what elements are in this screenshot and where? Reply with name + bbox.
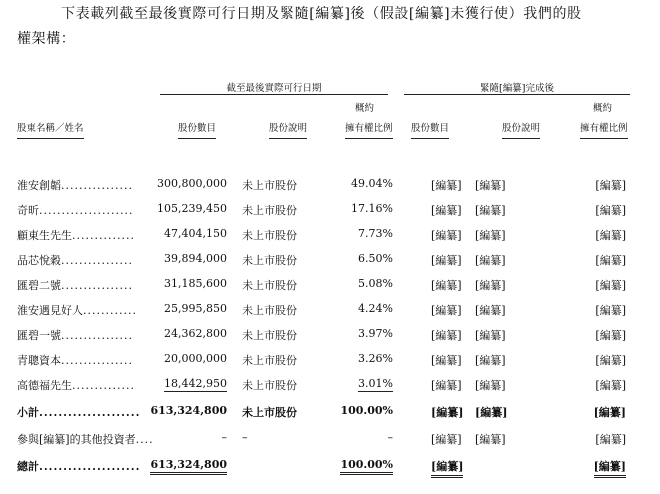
redacted-description-cell: [編纂] [475, 254, 506, 267]
redacted-description-cell: [編纂] [475, 433, 506, 446]
pct-cell: 7.73% [358, 227, 393, 240]
col-header-after-shares: 股份數目 [411, 121, 449, 139]
shares-cell: 300,800,000 [157, 177, 227, 190]
description-cell: 未上市股份 [242, 329, 297, 342]
shareholder-name: 淮安遇見好人............ [17, 304, 137, 317]
description-cell: 未上市股份 [242, 279, 297, 292]
description-cell: 未上市股份 [242, 179, 297, 192]
pct-cell: 5.08% [358, 277, 393, 290]
table-row [0, 202, 660, 226]
redacted-description-cell: [編纂] [475, 354, 506, 367]
shares-cell: 25,995,850 [164, 302, 227, 315]
description-cell: 未上市股份 [242, 354, 297, 367]
pct-cell: 3.97% [358, 327, 393, 340]
description-cell: – [242, 431, 248, 444]
shares-cell: 105,239,450 [157, 202, 227, 215]
table-row [0, 352, 660, 376]
col-header-pct-line1: 概約 [355, 103, 375, 114]
redacted-shares-cell: [編纂] [431, 229, 462, 242]
table-row [0, 277, 660, 301]
redacted-shares-cell: [編纂] [431, 458, 463, 478]
redacted-shares-cell: [編纂] [431, 433, 462, 446]
shares-cell: 39,894,000 [164, 252, 227, 265]
shareholder-name: 品芯悅穀................ [17, 254, 133, 267]
table-row [0, 252, 660, 276]
pct-cell: 6.50% [358, 252, 393, 265]
redacted-pct-cell: [編纂] [595, 329, 626, 342]
redacted-shares-cell: [編纂] [431, 354, 462, 367]
col-header-after-pct: 擁有權比例 [580, 121, 628, 139]
redacted-description-cell: [編纂] [475, 329, 506, 342]
redacted-shares-cell: [編纂] [431, 329, 462, 342]
total-label: 總計..................... [17, 460, 141, 473]
shareholder-name: 奇昕..................... [17, 204, 134, 217]
description-cell: 未上市股份 [242, 204, 297, 217]
redacted-pct-cell: [編纂] [595, 354, 626, 367]
redacted-pct-cell: [編纂] [595, 304, 626, 317]
redacted-shares-cell: [編纂] [431, 304, 462, 317]
pct-cell: 3.26% [358, 352, 393, 365]
redacted-pct-cell: [編纂] [594, 458, 626, 478]
shares-cell: 20,000,000 [164, 352, 227, 365]
redacted-pct-cell: [編纂] [595, 229, 626, 242]
intro-paragraph [17, 2, 647, 52]
shareholder-name: 高德福先生.............. [17, 379, 135, 392]
description-cell: 未上市股份 [242, 229, 297, 242]
intro-line-2: 權架構： [17, 31, 76, 47]
total-row [0, 458, 660, 482]
pct-cell: 17.16% [351, 202, 393, 215]
shares-cell: 613,324,800 [150, 404, 227, 417]
shareholder-name: 匯碧一號................ [17, 329, 133, 342]
description-cell: 未上市股份 [242, 406, 297, 419]
redacted-description-cell: [編纂] [475, 179, 506, 192]
redacted-pct-cell: [編纂] [595, 379, 626, 392]
table-row [0, 227, 660, 251]
shareholder-name: 顧東生先生.............. [17, 229, 135, 242]
shares-cell: 31,185,600 [164, 277, 227, 290]
table-row [0, 302, 660, 326]
redacted-pct-cell: [編纂] [595, 279, 626, 292]
shares-cell: 18,442,950 [164, 377, 227, 390]
table-row [0, 177, 660, 201]
table-row [0, 377, 660, 401]
table-row [0, 327, 660, 351]
description-cell: 未上市股份 [242, 254, 297, 267]
redacted-shares-cell: [編纂] [431, 406, 464, 419]
shareholder-name: 匯碧二號................ [17, 279, 133, 292]
shareholder-name: 參與[編纂]的其他投資者.... [17, 433, 154, 446]
redacted-shares-cell: [編纂] [431, 379, 462, 392]
group-rule-current [160, 94, 388, 95]
col-header-pct: 擁有權比例 [345, 121, 393, 139]
shareholder-name: 淮安創韜................ [17, 179, 133, 192]
redacted-pct-cell: [編纂] [595, 179, 626, 192]
redacted-description-cell: [編纂] [475, 204, 506, 217]
col-header-shareholder: 股東名稱／姓名 [17, 121, 84, 139]
pct-cell: 100.00% [340, 458, 393, 475]
redacted-shares-cell: [編纂] [431, 204, 462, 217]
redacted-description-cell: [編纂] [475, 279, 506, 292]
redacted-pct-cell: [編纂] [595, 254, 626, 267]
subtotal-row [0, 404, 660, 428]
redacted-pct-cell: [編纂] [593, 406, 626, 419]
redacted-pct-cell: [編纂] [595, 204, 626, 217]
col-header-description: 股份說明 [269, 121, 307, 139]
pct-cell: 4.24% [358, 302, 393, 315]
redacted-description-cell: [編纂] [475, 406, 508, 419]
pct-cell: 3.01% [358, 377, 393, 390]
shares-cell: 24,362,800 [164, 327, 227, 340]
col-header-shares: 股份數目 [178, 121, 216, 139]
intro-line-1: 下表載列截至最後實際可行日期及緊隨[編纂]後（假設[編纂]未獲行使）我們的股 [61, 6, 582, 22]
description-cell: 未上市股份 [242, 304, 297, 317]
col-header-after-pct-line1: 概約 [593, 103, 613, 114]
shares-cell: 47,404,150 [164, 227, 227, 240]
redacted-description-cell: [編纂] [475, 379, 506, 392]
col-header-after-description: 股份說明 [502, 121, 540, 139]
table-row [0, 431, 660, 455]
redacted-shares-cell: [編纂] [431, 254, 462, 267]
shareholder-name: 青聰資本................ [17, 354, 133, 367]
pct-cell: 100.00% [340, 404, 393, 417]
redacted-shares-cell: [編纂] [431, 179, 462, 192]
group-header-after: 緊隨[編纂]完成後 [480, 83, 554, 94]
subtotal-label: 小計..................... [17, 406, 141, 419]
shares-cell: – [221, 431, 227, 444]
shares-cell: 613,324,800 [150, 458, 227, 475]
pct-cell: – [387, 431, 393, 444]
group-header-current: 截至最後實際可行日期 [226, 83, 322, 94]
redacted-description-cell: [編纂] [475, 304, 506, 317]
redacted-shares-cell: [編纂] [431, 279, 462, 292]
group-rule-after [404, 94, 630, 95]
redacted-description-cell: [編纂] [475, 229, 506, 242]
pct-cell: 49.04% [351, 177, 393, 190]
description-cell: 未上市股份 [242, 379, 297, 392]
redacted-pct-cell: [編纂] [595, 433, 626, 446]
